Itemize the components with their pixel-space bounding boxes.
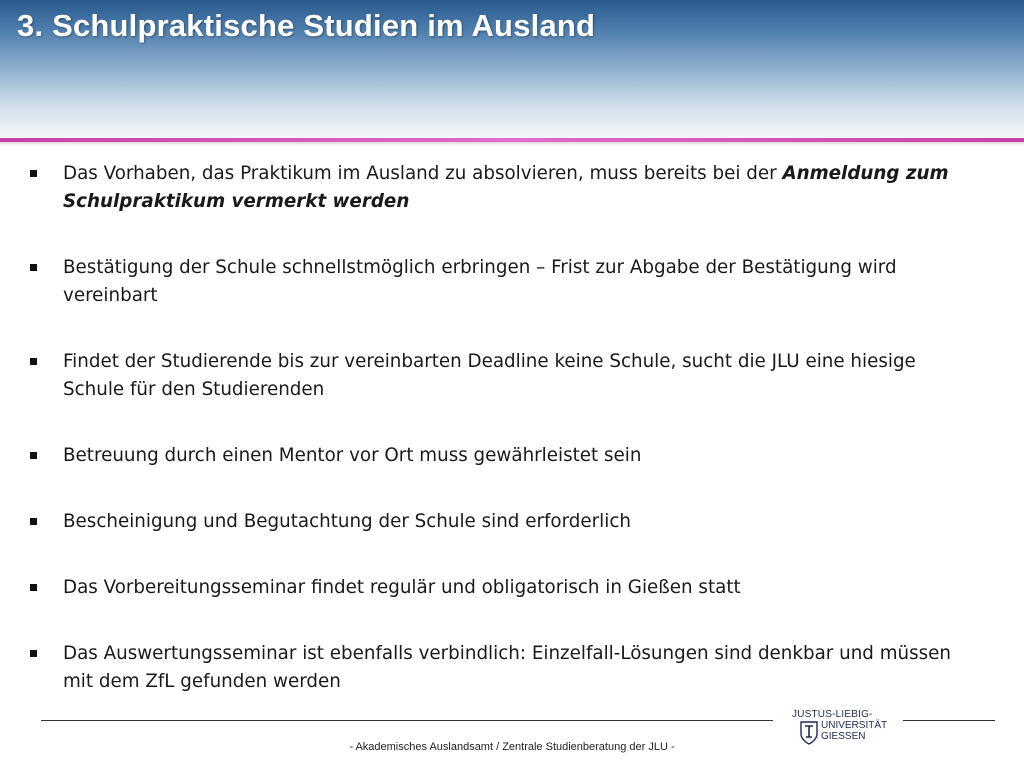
- square-bullet-icon: [30, 358, 37, 365]
- footer-rule-right: [903, 720, 995, 721]
- square-bullet-icon: [30, 264, 37, 271]
- bullet-text: Das Auswertungsseminar ist ebenfalls verbindlich: Einzelfall-Lösungen sind denkbar und müssen mit dem ZfL gefunden werden: [63, 643, 951, 692]
- bullet-item-4: [30, 442, 970, 470]
- bullet-text: Bestätigung der Schule schnellstmöglich erbringen – Frist zur Abgabe der Bestätigung wird vereinbart: [63, 257, 897, 306]
- logo-line-1: JUSTUS-LIEBIG-: [792, 709, 873, 720]
- bullet-list: [30, 160, 970, 696]
- bullet-text: Das Vorhaben, das Praktikum im Ausland zu absolvieren, muss bereits bei der: [63, 163, 783, 184]
- accent-divider-shadow: [0, 142, 1024, 146]
- bullet-item-6: [30, 574, 970, 602]
- bullet-text: Das Vorbereitungsseminar findet regulär und obligatorisch in Gießen statt: [63, 577, 741, 598]
- square-bullet-icon: [30, 518, 37, 525]
- bullet-emphasis: Anmeldung zum Schulpraktikum vermerkt werden: [63, 163, 949, 212]
- bullet-text: Bescheinigung und Begutachtung der Schule sind erforderlich: [63, 511, 631, 532]
- bullet-item-3: [30, 348, 970, 404]
- bullet-item-1: [30, 160, 970, 216]
- bullet-item-5: [30, 508, 970, 536]
- slide-title: 3. Schulpraktische Studien im Ausland: [17, 8, 596, 43]
- footer-caption: - Akademisches Auslandsamt / Zentrale Studienberatung der JLU -: [349, 741, 675, 753]
- bullet-item-7: [30, 640, 970, 696]
- square-bullet-icon: [30, 584, 37, 591]
- logo-line-2: UNIVERSITÄT: [821, 720, 888, 731]
- square-bullet-icon: [30, 170, 37, 177]
- bullet-item-2: [30, 254, 970, 310]
- bullet-text: Findet der Studierende bis zur vereinbarten Deadline keine Schule, sucht die JLU eine hiesige Schule für den Studierenden: [63, 351, 916, 400]
- square-bullet-icon: [30, 452, 37, 459]
- logo-line-3: GIESSEN: [821, 731, 866, 742]
- bullet-text: Betreuung durch einen Mentor vor Ort muss gewährleistet sein: [63, 445, 642, 466]
- footer-rule-left: [41, 720, 773, 721]
- square-bullet-icon: [30, 650, 37, 657]
